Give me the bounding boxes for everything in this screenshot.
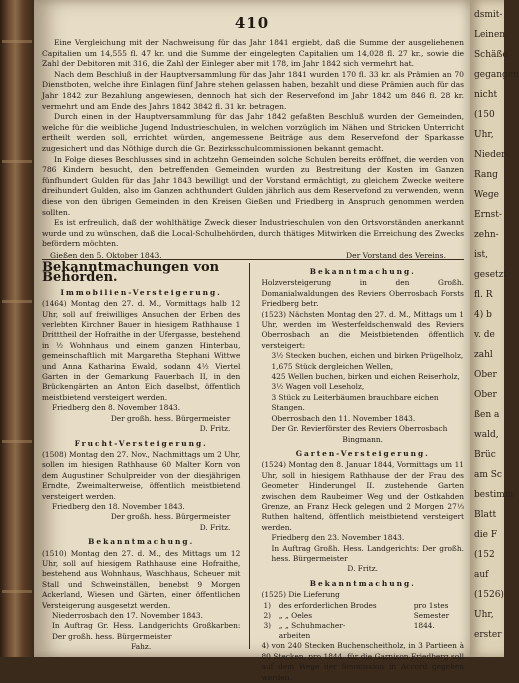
table-cell: „ „ Schuhmacher- bbox=[278, 621, 346, 630]
notice-date: Niederrosbach den 17. November 1843. bbox=[52, 611, 203, 620]
table-cell bbox=[412, 631, 464, 641]
facing-page-text-fragment: nicht bbox=[474, 90, 498, 100]
facing-page-text-fragment: auf bbox=[474, 570, 489, 580]
facing-page-text-fragment: 4) b bbox=[474, 310, 492, 320]
report-signatory: Der Vorstand des Vereins. bbox=[346, 250, 446, 260]
notice-subject: Holzversteigerung in den Großh. Domanialwaldungen des Reviers Oberrosbach Forsts Friedberg betr. bbox=[261, 278, 464, 309]
table-row bbox=[261, 601, 464, 611]
facing-page-text-fragment: ßen a bbox=[474, 410, 500, 420]
notice-authority: In Auftrag Gr. Hess. Landgerichts Großkarben: Der großh. hess. Bürgermeister bbox=[52, 621, 241, 641]
facing-page-edge bbox=[470, 0, 519, 657]
facing-page-text-fragment: (1526) bbox=[474, 590, 504, 600]
notice-authority: In Auftrag Großh. Hess. Landgerichts: Der großh. hess. Bürgermeister bbox=[271, 543, 464, 563]
facing-page-text-fragment: erster bbox=[474, 630, 502, 640]
table-cell: des erforderlichen Brodes bbox=[278, 600, 377, 610]
facing-page-text-fragment: Ernst- bbox=[474, 210, 502, 220]
page-number: 410 bbox=[234, 14, 270, 32]
table-cell: 2) bbox=[263, 610, 272, 620]
report-paragraph: Nach dem Beschluß in der Hauptversammlung für das Jahr 1841 wurden 170 fl. 33 kr. als Prämien an 70 Dienstboten, welche ihre Einlagen fünf Jahre stehen gelassen haben, bezahlt und diese Prämien auch für das Jahr 1842 zur Bezahlung angewiesen, dennoch hat sich der Reservefond im Jahr 1842 um 846 fl. 28 kr. vermehrt und am Ende des Jahrs 1842 3842 fl. 31 kr. betragen. bbox=[42, 69, 464, 111]
facing-page-text-fragment: Uhr, bbox=[474, 130, 494, 140]
list-item: 425 Wellen buchen, birken und eichen Reiserholz, bbox=[271, 372, 460, 382]
facing-page-text-fragment: Wege bbox=[474, 190, 499, 200]
announcement-columns bbox=[42, 260, 464, 682]
facing-page-text-fragment: Blatt bbox=[474, 510, 497, 520]
facing-page-text-fragment: gegangen bbox=[474, 70, 519, 80]
facing-page-text-fragment: Brüc bbox=[474, 450, 496, 460]
facing-page-text-fragment: Nieder- bbox=[474, 150, 509, 160]
table-cell: „ „ Oeles bbox=[278, 610, 313, 620]
facing-page-text-fragment: am Sc bbox=[474, 470, 502, 480]
table-row bbox=[261, 611, 464, 621]
facing-page-text-fragment: die F bbox=[474, 530, 498, 540]
table-cell: pro 1stes bbox=[413, 600, 449, 610]
facing-page-text-fragment: gesetzt bbox=[474, 270, 508, 280]
facing-page-text-fragment: (150 bbox=[474, 110, 495, 120]
report-place-date: Gießen den 5. Oktober 1843. bbox=[50, 250, 162, 260]
notice-text: 4) von 240 Stecken Buchenscheitholz, in 3 Partieen à 80 Stecken, pro 1844, für die Garnison Friedberg soll auf dem Wege der Soumission in Accord gegeben werden. bbox=[261, 641, 464, 682]
notice-signer: Bingmann. bbox=[342, 434, 383, 444]
facing-page-text-fragment: Rang bbox=[474, 170, 498, 180]
list-item: 1,675 Stück dergleichen Wellen, bbox=[271, 361, 394, 371]
notice-signer: D. Fritz. bbox=[347, 564, 379, 574]
facing-page-text-fragment: Ober bbox=[474, 370, 497, 380]
facing-page-text-fragment: ist, bbox=[474, 250, 488, 260]
notice-title: Immobilien-Versteigerung. bbox=[60, 287, 222, 297]
facing-page-text-fragment: bestimm bbox=[474, 490, 514, 500]
notice-intro: (1525) Die Lieferung bbox=[261, 590, 340, 600]
book-page bbox=[34, 0, 470, 682]
table-cell: 1844. bbox=[413, 621, 435, 630]
facing-page-text-fragment: fl. R bbox=[474, 290, 493, 300]
report-paragraph: In Folge dieses Beschlusses sind in achtzehn Gemeinden solche Schulen bereits eröffnet, die werden von 786 Kindern besucht, den betreffenden Gemeinden wurden zu Bestreitung der Kosten im Ganzen fünfhundert Gulden für das Jahr 1843 bewilligt und der Vorstand ermächtigt, zu gleichem Zwecke weitere dreihundert Gulden, also im Ganzen achthundert Gulden jährlich aus dem Reservefond zu verwenden, wenn diese von den übrigen Gemeinden in den Kreisen Gießen und Friedberg in Anspruch genommen werden sollten. bbox=[42, 154, 464, 217]
notice-authority: Der Gr. Revierförster des Reviers Oberrosbach bbox=[271, 424, 448, 434]
notice-text: (1523) Nächsten Montag den 27. d. M., Mittags um 1 Uhr, werden im Westerfeldschenwald des Reviers Oberrosbach an die Meistbietenden öffentlich versteigert: bbox=[261, 309, 464, 350]
notice-authority: Der großh. hess. Bürgermeister bbox=[110, 413, 231, 423]
table-cell: 3) bbox=[263, 621, 272, 630]
book-spine-binding bbox=[0, 0, 34, 657]
notice-signer: Fahz. bbox=[131, 642, 152, 652]
supply-table bbox=[261, 601, 464, 642]
facing-page-text-fragment: (152 bbox=[474, 550, 495, 560]
notice-title: Bekanntmachung. bbox=[309, 267, 416, 276]
notice-text: (1508) Montag den 27. Nov., Nachmittags um 2 Uhr, sollen im hiesigen Rathhause 60 Malter Korn von dem Augustiner Schulpreider von der diesjährigen Erndte, Zweimalterweise, öffentlich meistbietend versteigert werden. bbox=[42, 449, 241, 501]
notice-title: Bekanntmachung. bbox=[309, 578, 416, 588]
report-paragraph: Es ist erfreulich, daß der wohlthätige Zweck dieser Industrieschulen von den Ortsvorständen anerkannt wurde und zu wünschen, daß die Local-Schulbehörden, durch thätiges Mitwirken die Erreichung des Zwecks befördern möchten. bbox=[42, 218, 464, 249]
association-report bbox=[42, 38, 464, 261]
notice-block bbox=[261, 267, 464, 445]
notice-date: Friedberg den 23. November 1843. bbox=[271, 533, 405, 543]
list-item: 3½ Stecken buchen, eichen und birken Prügelholz, bbox=[271, 351, 464, 361]
facing-page-text-fragment: Ober bbox=[474, 390, 497, 400]
facing-page-text-fragment: v. de bbox=[474, 330, 495, 340]
table-cell: arbeiten bbox=[278, 631, 311, 641]
list-item: 3 Stück zu Leiterbäumen brauchbare eichen Stangen. bbox=[271, 392, 439, 413]
table-cell: Semester bbox=[413, 610, 450, 620]
facing-page-text-fragment: Schäße bbox=[474, 50, 508, 60]
notice-date: Friedberg den 18. November 1843. bbox=[52, 501, 185, 511]
list-item: 3½ Wagen voll Leseholz, bbox=[271, 382, 365, 392]
notice-block bbox=[42, 288, 240, 435]
notice-date: Oberrosbach den 11. November 1843. bbox=[271, 413, 416, 423]
facing-page-text-fragment: zahl bbox=[474, 350, 493, 360]
facing-page-text-fragment: dsmit- bbox=[474, 10, 503, 20]
notice-text: (1464) Montag den 27. d. M., Vormittags halb 12 Uhr, soll auf freiwilliges Ansuchen der Erben des verlebten Kirchner Bauer in hiesigem Rathhause 1 Dritttheil der Hofraithe in der Ufergasse, bestehend in ½ Wohnhaus und einem ganzen Hinterbau, gemeinschaftlich mit Margaretha Stephani Wittwe und Anna Katharina Ewald, sodann 4½ Viertel Garten in der Gemarkung Fauerbach II, in den Brückengärten an Anton Eich daselbst, öffentlich meistbietend versteigert werden. bbox=[42, 299, 241, 402]
left-column bbox=[42, 260, 241, 652]
notice-title: Bekanntmachung. bbox=[88, 537, 195, 547]
table-cell: 1) bbox=[263, 600, 272, 610]
column-divider bbox=[249, 263, 250, 649]
notice-block bbox=[261, 449, 464, 575]
report-paragraph: Durch einen in der Hauptversammlung für das Jahr 1842 gefaßten Beschluß wurden der Gemeinden, welche für die weibliche Jugend Industrieschulen, in welchen vorzüglich im Nähen und Stricken Unterricht ertheilt werden soll, errichtet würden, angemessene Beiträge aus dem Reservefond der Sparkasse zugesichert und das Nöthige durch die Gr. Bezirksschulcommissionen bekannt gemacht. bbox=[42, 112, 464, 153]
notice-text: (1524) Montag den 8. Januar 1844, Vormittags um 11 Uhr, soll in hiesigem Rathhause der der Frau des Geometer Hinderungel II. zustehende Garten zwischen dem Raubeimer Weg und der Ostkahden Grenze, an Franz Heck gelegen und 2 Morgen 27⅓ Ruthen haltend, öffentlich meistbietend versteigert werden. bbox=[261, 460, 464, 532]
section-heading: Bekanntmachungen von Behörden. bbox=[42, 260, 220, 286]
facing-page-text-fragment: zehn- bbox=[474, 230, 499, 240]
notice-date: Friedberg den 8. November 1843. bbox=[52, 403, 181, 413]
report-paragraph: Eine Vergleichung mit der Nachweisung für das Jahr 1841 ergiebt, daß die Summe der ausgeliehenen Capitalien um 14,555 fl. 47 kr. und die Summe der eingelegten Capitalien um 14,028 fl. 27 kr., sowie die Zahl der Debitoren mit 316, die Zahl der Einleger aber mit 178, im Jahr 1842 sich vermehrt hat. bbox=[42, 38, 464, 69]
right-column bbox=[261, 263, 464, 682]
notice-block bbox=[42, 537, 240, 652]
notice-block bbox=[42, 439, 240, 534]
notice-title: Frucht-Versteigerung. bbox=[74, 438, 208, 448]
notice-text: (1510) Montag den 27. d. M., des Mittags um 12 Uhr, soll auf hiesigem Rathhause eine Hofraithe, bestehend aus Wohnhaus, Waschhaus, Scheuer mit Stall und Schweinställen, benebst 9 Morgen Ackerland, Wiesen und Gärten, einer öffentlichen Versteigerung ausgesetzt werden. bbox=[42, 548, 241, 610]
facing-page-text-fragment: wald, bbox=[474, 430, 499, 440]
table-row bbox=[261, 621, 464, 631]
table-cell bbox=[261, 631, 276, 641]
notice-block bbox=[261, 579, 464, 683]
notice-signer: D. Fritz. bbox=[199, 424, 231, 434]
notice-title: Garten-Versteigerung. bbox=[295, 448, 430, 458]
facing-page-text-fragment: Uhr, bbox=[474, 610, 494, 620]
notice-signer: D. Fritz. bbox=[199, 522, 231, 532]
facing-page-text-fragment: Leinen bbox=[474, 30, 506, 40]
table-row bbox=[261, 631, 464, 641]
notice-authority: Der großh. hess. Bürgermeister bbox=[110, 512, 231, 522]
